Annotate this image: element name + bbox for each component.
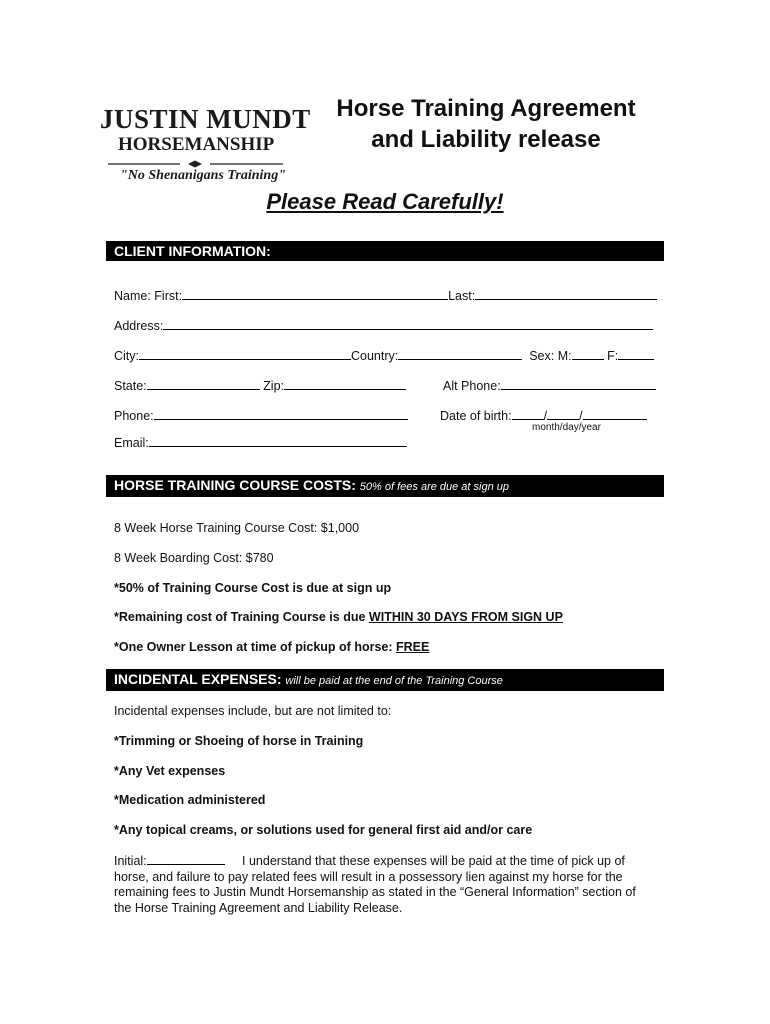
acknowledgement-statement: I understand that these expenses will be paid at the time of pick up of horse, and failure to pay related fees will result in a possessory lien against my horse for the remaining fees to Justin Mundt Horsemanship as stated in the “General Information” section of the Horse Training Agreement and Liability Release. (114, 854, 636, 915)
last-name-label: Last: (448, 289, 476, 303)
document-title (300, 93, 672, 155)
owner-lesson-free: FREE (396, 640, 430, 654)
read-carefully-text: Please Read Carefully! (266, 189, 504, 214)
city-row (114, 347, 654, 363)
dob-label: Date of birth: (440, 409, 512, 423)
address-field[interactable] (163, 317, 653, 330)
incidental-item: *Any Vet expenses (114, 764, 226, 778)
sex-female-label: F: (607, 349, 619, 363)
remaining-cost-deadline: WITHIN 30 DAYS FROM SIGN UP (368, 610, 563, 624)
title-line-2: and Liability release (371, 126, 601, 153)
sex-male-label: Sex: M: (529, 349, 572, 363)
last-name-field[interactable] (475, 287, 657, 300)
dob-day-field[interactable] (547, 407, 579, 420)
zip-label: Zip: (263, 379, 284, 393)
state-field[interactable] (147, 377, 260, 390)
read-carefully-heading (0, 189, 770, 215)
city-field[interactable] (139, 347, 351, 360)
remaining-cost-terms (114, 610, 563, 624)
owner-lesson-text: *One Owner Lesson at time of pickup of horse: (114, 640, 396, 654)
logo-divider (108, 160, 283, 168)
email-label: Email: (114, 436, 149, 450)
incidental-item: *Medication administered (114, 793, 266, 807)
owner-lesson-terms (114, 640, 429, 654)
name-row (114, 287, 657, 303)
incidental-heading: INCIDENTAL EXPENSES: (114, 671, 282, 687)
alt-phone-label: Alt Phone: (443, 379, 501, 393)
logo-name: JUSTIN MUNDT (100, 104, 311, 134)
dob-format-hint: month/day/year (532, 422, 601, 433)
dob-month-field[interactable] (512, 407, 544, 420)
city-label: City: (114, 349, 139, 363)
alt-phone-field[interactable] (501, 377, 656, 390)
boarding-cost: 8 Week Boarding Cost: $780 (114, 551, 274, 565)
costs-heading: HORSE TRAINING COURSE COSTS: (114, 477, 356, 493)
client-info-section-header (106, 241, 664, 261)
incidental-note: will be paid at the end of the Training Course (285, 675, 503, 687)
dob-separator-2: / (579, 409, 583, 423)
incidental-item: *Trimming or Shoeing of horse in Training (114, 734, 364, 748)
remaining-cost-text: *Remaining cost of Training Course is due (114, 610, 369, 624)
alt-phone-row (443, 377, 656, 393)
first-name-field[interactable] (182, 287, 448, 300)
logo-subname: HORSEMANSHIP (118, 134, 275, 155)
state-zip-row (114, 377, 406, 393)
phone-row (114, 407, 408, 423)
costs-note: 50% of fees are due at sign up (359, 481, 510, 493)
email-field[interactable] (149, 434, 407, 447)
dob-row (440, 407, 647, 423)
incidental-item: *Any topical creams, or solutions used for general first aid and/or care (114, 823, 533, 837)
state-label: State: (114, 379, 147, 393)
title-line-1: Horse Training Agreement (336, 95, 636, 122)
costs-section-header (106, 475, 664, 497)
zip-field[interactable] (284, 377, 406, 390)
sex-male-field[interactable] (572, 347, 604, 360)
address-row (114, 317, 653, 333)
initial-field[interactable] (147, 852, 225, 865)
incidental-intro: Incidental expenses include, but are not limited to: (114, 704, 392, 718)
initial-label: Initial: (114, 854, 147, 868)
training-course-cost: 8 Week Horse Training Course Cost: $1,000 (114, 521, 360, 535)
dob-year-field[interactable] (583, 407, 647, 420)
name-label: Name: (114, 289, 155, 303)
logo-tagline: "No Shenanigans Training" (120, 168, 286, 183)
phone-label: Phone: (114, 409, 154, 423)
country-label: Country: (351, 349, 399, 363)
incidental-section-header (106, 669, 664, 691)
address-label: Address: (114, 319, 164, 333)
first-name-label: First: (154, 289, 183, 303)
sex-female-field[interactable] (618, 347, 654, 360)
incidental-acknowledgement (114, 852, 654, 916)
dob-separator-1: / (543, 409, 548, 423)
client-info-heading: CLIENT INFORMATION: (114, 243, 271, 259)
email-row (114, 434, 407, 450)
phone-field[interactable] (154, 407, 408, 420)
deposit-terms: *50% of Training Course Cost is due at sign up (114, 581, 392, 595)
country-field[interactable] (398, 347, 522, 360)
